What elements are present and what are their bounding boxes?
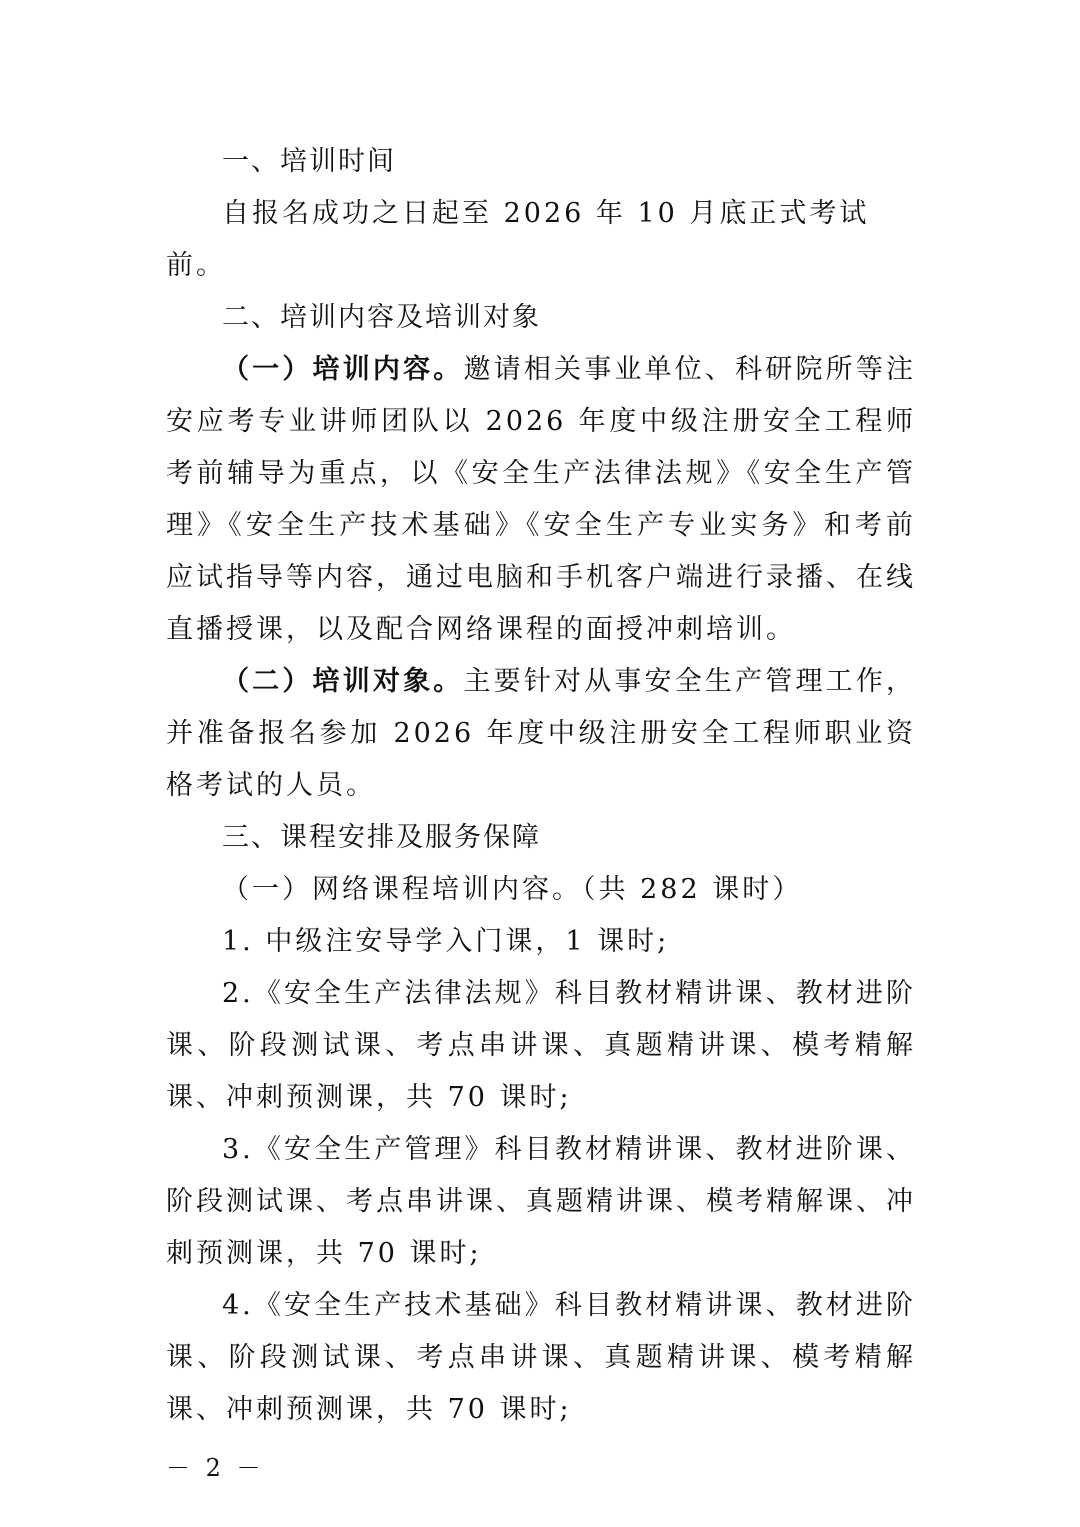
training-content-label: （一）培训内容。 [222,354,464,385]
training-target-paragraph [166,656,916,812]
training-target-label: （二）培训对象。 [222,666,464,697]
training-target-text: 主要针对从事安全生产管理工作，并准备报名参加 2026 年度中级注册安全工程师职业资格考试的人员。 [166,666,917,801]
online-course-subheading: （一）网络课程培训内容。（共 282 课时） [222,874,803,905]
course-list-item-2: 2.《安全生产法律法规》科目教材精讲课、教材进阶课、阶段测试课、考点串讲课、真题精讲课、模考精解课、冲刺预测课，共 70 课时; [166,978,916,1113]
page-number: － 2 － [166,1454,265,1482]
training-content-paragraph [166,344,916,656]
document-page [166,136,916,1436]
course-list-item-1: 1. 中级注安导学入门课，1 课时; [222,926,670,957]
section-heading-training-time: 一、培训时间 [222,146,396,177]
course-list-item-4: 4.《安全生产技术基础》科目教材精讲课、教材进阶课、阶段测试课、考点串讲课、真题精讲课、模考精解课、冲刺预测课，共 70 课时; [166,1290,916,1425]
training-content-text: 邀请相关事业单位、科研院所等注安应考专业讲师团队以 2026 年度中级注册安全工程师考前辅导为重点，以《安全生产法律法规》《安全生产管理》《安全生产技术基础》《安全生产专业实务》和考前应试指导等内容，通过电脑和手机客户端进行录播、在线直播授课，以及配合网络课程的面授冲刺培训。 [166,354,917,645]
section-heading-content-and-target: 二、培训内容及培训对象 [222,302,541,333]
training-time-text: 自报名成功之日起至 2026 年 10 月底正式考试前。 [166,198,870,281]
section-heading-course-arrangement: 三、课程安排及服务保障 [222,822,541,853]
course-list-item-3: 3.《安全生产管理》科目教材精讲课、教材进阶课、阶段测试课、考点串讲课、真题精讲课、模考精解课、冲刺预测课，共 70 课时; [166,1134,916,1269]
